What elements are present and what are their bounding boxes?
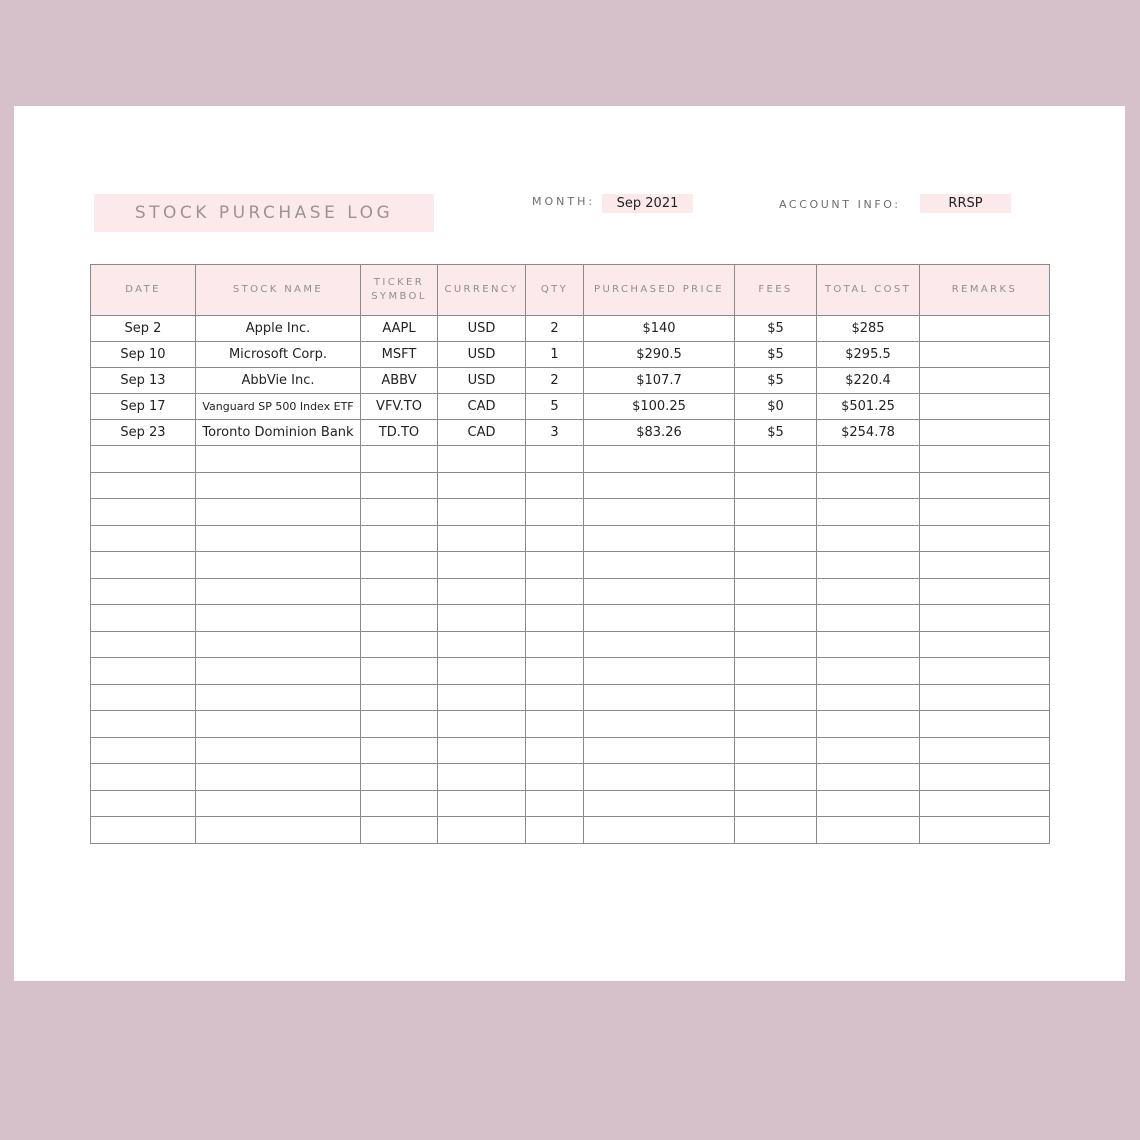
cell-date[interactable] [91,658,196,685]
cell-qty[interactable] [526,817,584,844]
empty-rows [91,446,1050,844]
cell-remarks[interactable] [920,817,1050,844]
cell-ticker[interactable]: ABBV [361,368,438,394]
cell-ticker[interactable] [361,446,438,473]
cell-total-cost[interactable]: $295.5 [817,342,920,368]
cell-qty[interactable] [526,472,584,499]
cell-remarks[interactable] [920,631,1050,658]
cell-fees[interactable] [735,658,817,685]
cell-currency[interactable] [438,684,526,711]
cell-qty[interactable]: 3 [526,420,584,446]
cell-purchased-price[interactable] [584,472,735,499]
cell-remarks[interactable] [920,499,1050,526]
empty-table-row [91,817,1050,844]
column-header-total-cost: TOTAL COST [817,265,920,316]
cell-currency[interactable]: CAD [438,420,526,446]
cell-currency[interactable] [438,711,526,738]
cell-ticker[interactable] [361,525,438,552]
empty-table-row [91,578,1050,605]
cell-stock-name[interactable] [196,790,361,817]
cell-stock-name[interactable] [196,737,361,764]
cell-date[interactable] [91,711,196,738]
empty-table-row [91,631,1050,658]
column-header-fees: FEES [735,265,817,316]
cell-stock-name[interactable]: Microsoft Corp. [196,342,361,368]
cell-fees[interactable] [735,499,817,526]
cell-fees[interactable] [735,711,817,738]
cell-qty[interactable] [526,552,584,579]
cell-total-cost[interactable] [817,684,920,711]
cell-fees[interactable]: $0 [735,394,817,420]
cell-purchased-price[interactable] [584,817,735,844]
month-value: Sep 2021 [616,196,679,211]
cell-total-cost[interactable] [817,525,920,552]
cell-currency[interactable] [438,764,526,791]
cell-date[interactable] [91,684,196,711]
cell-currency[interactable] [438,631,526,658]
column-header-remarks: REMARKS [920,265,1050,316]
cell-stock-name[interactable] [196,711,361,738]
cell-remarks[interactable] [920,711,1050,738]
cell-fees[interactable] [735,737,817,764]
cell-total-cost[interactable] [817,631,920,658]
empty-table-row [91,764,1050,791]
cell-ticker[interactable] [361,817,438,844]
cell-date[interactable] [91,552,196,579]
table-row [91,394,1050,420]
cell-purchased-price[interactable] [584,578,735,605]
account-info-field[interactable] [920,194,1011,213]
cell-currency[interactable]: USD [438,368,526,394]
empty-table-row [91,658,1050,685]
cell-fees[interactable] [735,605,817,632]
cell-ticker[interactable] [361,578,438,605]
table-row [91,342,1050,368]
cell-remarks[interactable] [920,578,1050,605]
cell-date[interactable] [91,525,196,552]
cell-remarks[interactable] [920,525,1050,552]
cell-remarks[interactable] [920,342,1050,368]
cell-ticker[interactable] [361,631,438,658]
empty-table-row [91,525,1050,552]
table-row [91,316,1050,342]
cell-stock-name[interactable] [196,684,361,711]
cell-stock-name[interactable] [196,605,361,632]
cell-currency[interactable] [438,658,526,685]
cell-date[interactable] [91,764,196,791]
cell-stock-name[interactable]: Apple Inc. [196,316,361,342]
cell-purchased-price[interactable]: $290.5 [584,342,735,368]
cell-total-cost[interactable] [817,711,920,738]
column-header-currency: CURRENCY [438,265,526,316]
cell-qty[interactable]: 1 [526,342,584,368]
cell-remarks[interactable] [920,658,1050,685]
cell-purchased-price[interactable] [584,605,735,632]
cell-qty[interactable] [526,631,584,658]
cell-stock-name[interactable] [196,552,361,579]
cell-total-cost[interactable] [817,472,920,499]
cell-remarks[interactable] [920,368,1050,394]
cell-remarks[interactable] [920,605,1050,632]
table-row [91,368,1050,394]
cell-purchased-price[interactable] [584,552,735,579]
cell-ticker[interactable] [361,552,438,579]
cell-date[interactable] [91,472,196,499]
cell-purchased-price[interactable] [584,499,735,526]
cell-fees[interactable] [735,525,817,552]
cell-purchased-price[interactable] [584,711,735,738]
cell-currency[interactable] [438,499,526,526]
cell-purchased-price[interactable] [584,525,735,552]
cell-qty[interactable] [526,446,584,473]
cell-qty[interactable] [526,711,584,738]
cell-total-cost[interactable] [817,499,920,526]
cell-stock-name[interactable] [196,578,361,605]
cell-currency[interactable] [438,552,526,579]
cell-ticker[interactable]: AAPL [361,316,438,342]
cell-purchased-price[interactable] [584,790,735,817]
cell-ticker[interactable]: MSFT [361,342,438,368]
column-header-stock-name: STOCK NAME [196,265,361,316]
cell-remarks[interactable] [920,790,1050,817]
empty-table-row [91,684,1050,711]
cell-total-cost[interactable]: $220.4 [817,368,920,394]
cell-stock-name[interactable] [196,499,361,526]
cell-total-cost[interactable] [817,605,920,632]
cell-ticker[interactable]: VFV.TO [361,394,438,420]
cell-total-cost[interactable] [817,817,920,844]
cell-ticker[interactable] [361,605,438,632]
cell-total-cost[interactable]: $501.25 [817,394,920,420]
cell-qty[interactable]: 2 [526,368,584,394]
cell-stock-name[interactable]: Vanguard SP 500 Index ETF [196,394,361,420]
cell-fees[interactable] [735,552,817,579]
cell-fees[interactable] [735,790,817,817]
cell-ticker[interactable] [361,764,438,791]
empty-table-row [91,552,1050,579]
cell-date[interactable] [91,817,196,844]
cell-ticker[interactable] [361,684,438,711]
cell-stock-name[interactable] [196,631,361,658]
cell-total-cost[interactable] [817,737,920,764]
cell-remarks[interactable] [920,420,1050,446]
cell-ticker[interactable] [361,658,438,685]
cell-date[interactable]: Sep 2 [91,316,196,342]
cell-fees[interactable]: $5 [735,420,817,446]
cell-stock-name[interactable] [196,817,361,844]
account-info-label: ACCOUNT INFO: [779,198,901,211]
empty-table-row [91,472,1050,499]
cell-qty[interactable] [526,525,584,552]
cell-date[interactable] [91,737,196,764]
cell-currency[interactable] [438,446,526,473]
cell-fees[interactable] [735,446,817,473]
log-sheet [14,106,1125,981]
cell-purchased-price[interactable] [584,737,735,764]
cell-date[interactable] [91,631,196,658]
cell-stock-name[interactable] [196,472,361,499]
cell-qty[interactable] [526,605,584,632]
cell-remarks[interactable] [920,737,1050,764]
month-label: MONTH: [532,195,596,208]
cell-ticker[interactable] [361,711,438,738]
cell-remarks[interactable] [920,394,1050,420]
cell-currency[interactable] [438,737,526,764]
cell-date[interactable]: Sep 23 [91,420,196,446]
title-banner [94,194,434,232]
cell-currency[interactable]: USD [438,342,526,368]
cell-qty[interactable] [526,684,584,711]
cell-ticker[interactable] [361,790,438,817]
empty-table-row [91,711,1050,738]
cell-qty[interactable]: 2 [526,316,584,342]
cell-ticker[interactable]: TD.TO [361,420,438,446]
cell-total-cost[interactable] [817,658,920,685]
cell-total-cost[interactable] [817,578,920,605]
cell-total-cost[interactable] [817,790,920,817]
cell-remarks[interactable] [920,764,1050,791]
cell-qty[interactable]: 5 [526,394,584,420]
cell-date[interactable] [91,605,196,632]
cell-total-cost[interactable] [817,552,920,579]
cell-fees[interactable] [735,764,817,791]
cell-qty[interactable] [526,658,584,685]
cell-currency[interactable] [438,817,526,844]
cell-currency[interactable] [438,578,526,605]
cell-fees[interactable]: $5 [735,316,817,342]
column-header-date: DATE [91,265,196,316]
cell-total-cost[interactable]: $254.78 [817,420,920,446]
cell-currency[interactable] [438,605,526,632]
cell-date[interactable] [91,790,196,817]
cell-ticker[interactable] [361,737,438,764]
cell-purchased-price[interactable] [584,446,735,473]
empty-table-row [91,446,1050,473]
cell-date[interactable] [91,578,196,605]
cell-currency[interactable] [438,790,526,817]
empty-table-row [91,605,1050,632]
cell-purchased-price[interactable]: $83.26 [584,420,735,446]
cell-fees[interactable] [735,631,817,658]
cell-qty[interactable] [526,790,584,817]
cell-fees[interactable] [735,578,817,605]
cell-purchased-price[interactable] [584,658,735,685]
month-field[interactable] [602,194,693,213]
cell-remarks[interactable] [920,552,1050,579]
cell-qty[interactable] [526,737,584,764]
cell-qty[interactable] [526,499,584,526]
cell-stock-name[interactable] [196,446,361,473]
empty-table-row [91,790,1050,817]
cell-stock-name[interactable]: Toronto Dominion Bank [196,420,361,446]
column-header-ticker-symbol: TICKER SYMBOL [361,265,438,316]
cell-remarks[interactable] [920,684,1050,711]
cell-remarks[interactable] [920,446,1050,473]
cell-qty[interactable] [526,764,584,791]
cell-date[interactable]: Sep 10 [91,342,196,368]
cell-purchased-price[interactable] [584,764,735,791]
cell-qty[interactable] [526,578,584,605]
table-header-row [91,265,1050,316]
cell-date[interactable] [91,446,196,473]
cell-remarks[interactable] [920,472,1050,499]
cell-currency[interactable] [438,472,526,499]
cell-total-cost[interactable] [817,446,920,473]
cell-fees[interactable] [735,684,817,711]
purchase-log-table [90,264,1050,844]
column-header-qty: QTY [526,265,584,316]
cell-stock-name[interactable]: AbbVie Inc. [196,368,361,394]
cell-purchased-price[interactable] [584,631,735,658]
cell-total-cost[interactable] [817,764,920,791]
cell-purchased-price[interactable]: $107.7 [584,368,735,394]
cell-total-cost[interactable]: $285 [817,316,920,342]
cell-date[interactable]: Sep 13 [91,368,196,394]
cell-remarks[interactable] [920,316,1050,342]
empty-table-row [91,737,1050,764]
cell-currency[interactable]: CAD [438,394,526,420]
cell-currency[interactable]: USD [438,316,526,342]
empty-table-row [91,499,1050,526]
account-info-value: RRSP [948,196,983,211]
cell-currency[interactable] [438,525,526,552]
cell-purchased-price[interactable]: $100.25 [584,394,735,420]
cell-purchased-price[interactable]: $140 [584,316,735,342]
cell-ticker[interactable] [361,472,438,499]
cell-date[interactable] [91,499,196,526]
column-header-purchased-price: PURCHASED PRICE [584,265,735,316]
cell-fees[interactable]: $5 [735,342,817,368]
cell-fees[interactable]: $5 [735,368,817,394]
cell-date[interactable]: Sep 17 [91,394,196,420]
cell-purchased-price[interactable] [584,684,735,711]
cell-stock-name[interactable] [196,764,361,791]
cell-ticker[interactable] [361,499,438,526]
cell-fees[interactable] [735,472,817,499]
cell-fees[interactable] [735,817,817,844]
cell-stock-name[interactable] [196,658,361,685]
page-title: STOCK PURCHASE LOG [134,203,394,223]
cell-stock-name[interactable] [196,525,361,552]
table-row [91,420,1050,446]
